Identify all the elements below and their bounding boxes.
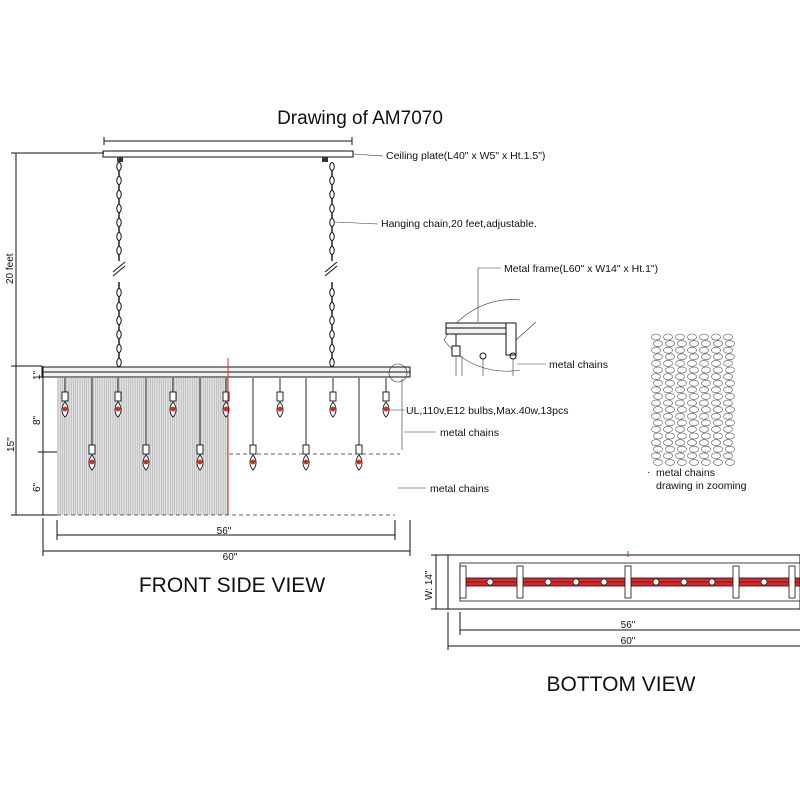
bulb <box>277 378 283 417</box>
metal-chains-lower-label: metal chains <box>430 483 489 495</box>
frame-height-label: 1" <box>32 370 43 380</box>
ceiling-plate-label: Ceiling plate(L40" x W5" x Ht.1.5") <box>386 150 546 162</box>
zoom-label-line2: drawing in zooming <box>656 480 747 492</box>
front-view-title: FRONT SIDE VIEW <box>138 574 326 597</box>
height-dimension <box>11 153 104 366</box>
metal-chains-detail-label: metal chains <box>549 359 608 371</box>
height-chain-label: 20 feet <box>5 253 16 284</box>
bottom-width-label: W: 14" <box>424 570 435 600</box>
front-width-dimensions <box>43 518 410 556</box>
hanging-chain-left <box>117 163 121 367</box>
bulbs-label: UL,110v,E12 bulbs,Max.40w,13pcs <box>406 405 569 417</box>
frame-detail <box>444 300 536 376</box>
hanging-chain-label: Hanging chain,20 feet,adjustable. <box>381 218 537 230</box>
ceiling-plate <box>103 137 353 163</box>
bulb <box>250 378 256 470</box>
lower-tier-label: 6" <box>32 482 43 492</box>
bottom-view-title: BOTTOM VIEW <box>546 673 696 696</box>
front-width-inner-label: 56" <box>216 526 232 537</box>
zoom-bullet: · <box>647 466 651 478</box>
bottom-length-outer-label: 60" <box>620 636 636 647</box>
bulb <box>383 378 389 417</box>
chain-break-marks <box>113 262 337 276</box>
bulb <box>330 378 336 417</box>
total-height-label: 15" <box>6 437 17 452</box>
metal-frame-label: Metal frame(L60" x W14" x Ht.1") <box>504 263 659 275</box>
metal-frame-front <box>42 367 410 377</box>
zoom-label-line1: metal chains <box>656 467 715 479</box>
drawing-title: Drawing of AM7070 <box>277 108 443 129</box>
metal-chains-upper-label: metal chains <box>440 427 499 439</box>
front-width-outer-label: 60" <box>222 552 238 563</box>
bulb <box>303 378 309 470</box>
chain-zoom-pattern <box>652 334 735 465</box>
bottom-view-drawing <box>448 551 800 609</box>
upper-tier-label: 8" <box>32 415 43 425</box>
bulb <box>356 378 362 470</box>
bottom-length-inner-label: 56" <box>620 620 636 631</box>
